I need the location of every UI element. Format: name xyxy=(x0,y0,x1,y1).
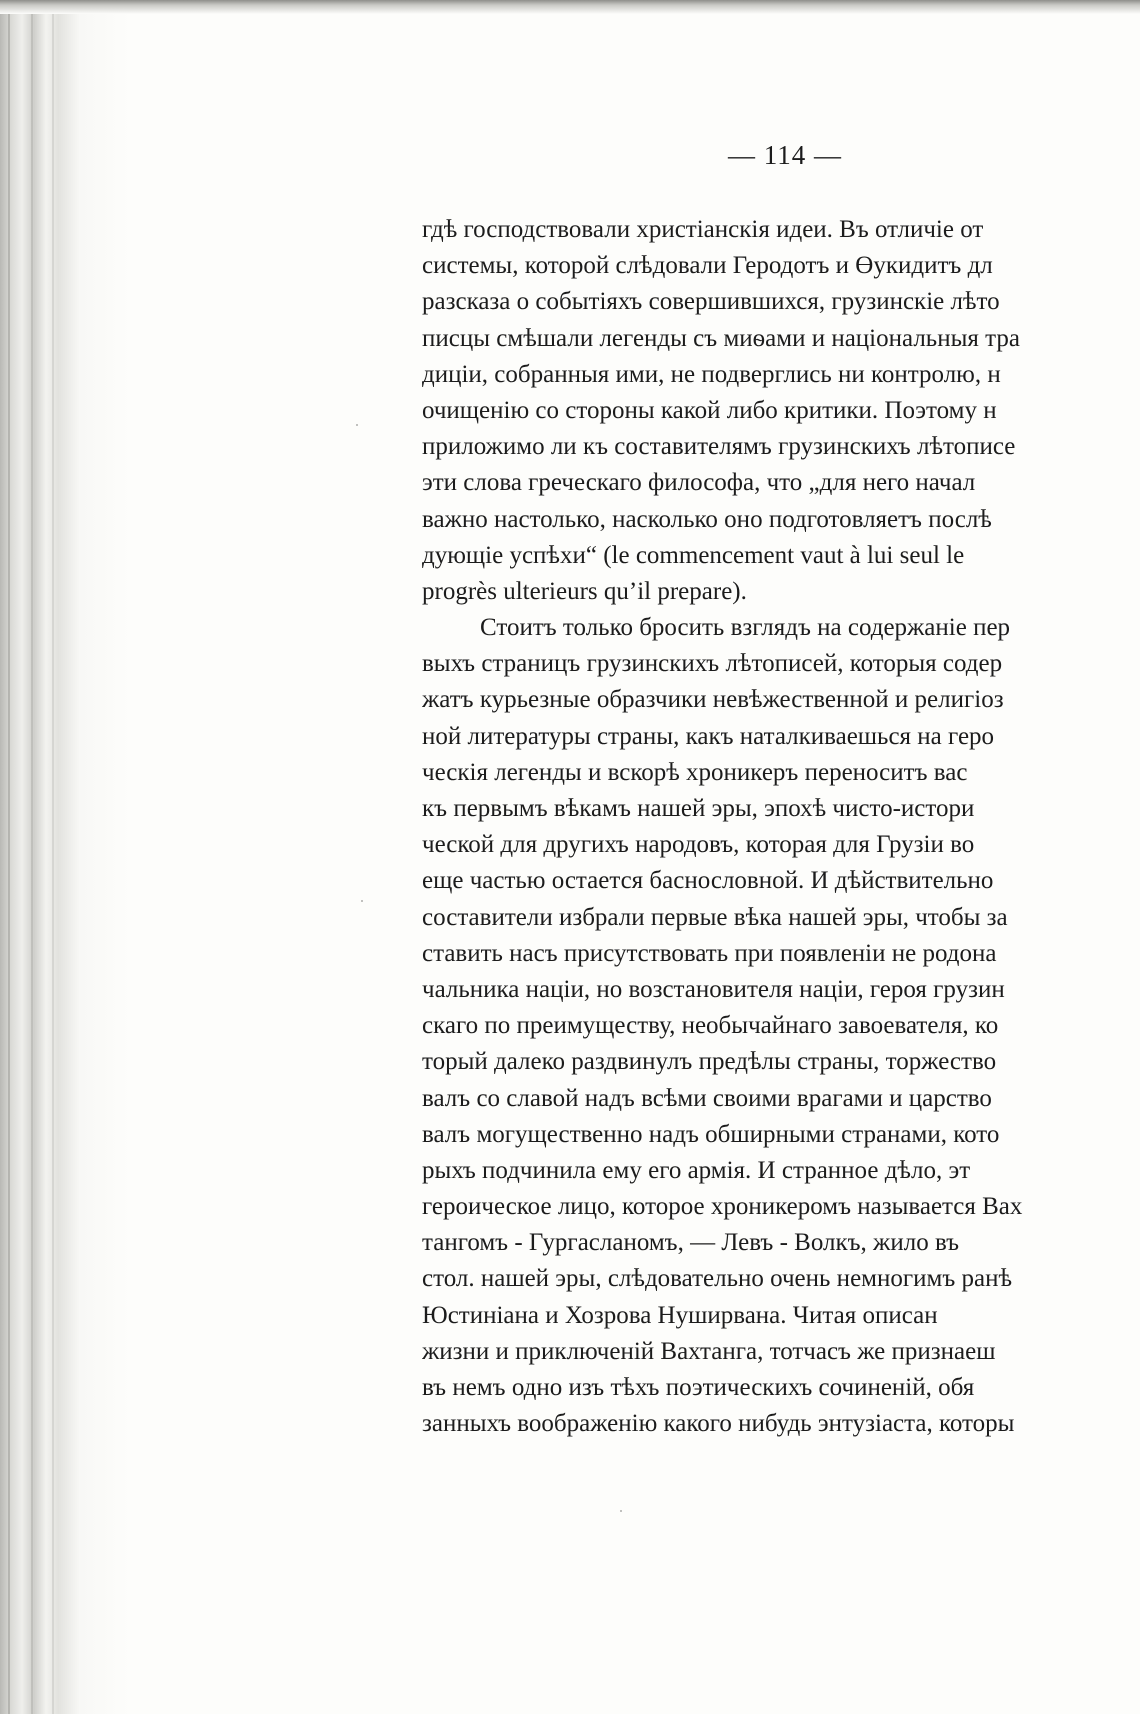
text-line: въ немъ одно изъ тѣхъ поэтическихъ сочиненій, обя xyxy=(422,1374,975,1401)
text-line: ной литературы страны, какъ наталкиваешься на геро xyxy=(422,722,995,750)
text-line: жатъ курьезные образчики невѣжественной и религіоз xyxy=(422,686,1004,714)
text-line: жизни и приключеній Вахтанга, тотчасъ же признаеш xyxy=(422,1337,996,1365)
text-line: еще частью остается баснословной. И дѣйствительно xyxy=(422,867,994,895)
text-line: писцы смѣшали легенды съ миѳами и національныя тра xyxy=(422,324,1020,352)
page-number: — 114 — xyxy=(728,140,842,170)
text-line: системы, которой слѣдовали Геродотъ и Өукидитъ дл xyxy=(422,252,993,280)
paper-speck xyxy=(620,1510,622,1512)
text-line: составители избрали первые вѣка нашей эры, чтобы за xyxy=(422,903,1008,931)
text-line: чальника націи, но возстановителя націи, героя грузин xyxy=(422,975,1005,1003)
binding-line xyxy=(8,0,10,1714)
binding-line xyxy=(31,0,33,1714)
text-line: диціи, собранныя ими, не подверглись ни контролю, н xyxy=(422,360,1001,388)
body-text xyxy=(422,212,1140,1442)
text-line: скаго по преимуществу, необычайнаго завоевателя, ко xyxy=(422,1012,999,1040)
text-line: разсказа о событіяхъ совершившихся, грузинскіе лѣто xyxy=(422,288,1000,316)
text-line: Юстиніана и Хозрова Нуширвана. Читая описан xyxy=(422,1301,938,1329)
text-line: важно настолько, насколько оно подготовляетъ послѣ xyxy=(422,505,992,533)
paragraph-first-line: Стоитъ только бросить взглядъ на содержаніе пер xyxy=(480,614,1011,642)
text-line: валъ со славой надъ всѣми своими врагами и царство xyxy=(422,1084,992,1112)
text-line: приложимо ли къ составителямъ грузинскихъ лѣтописе xyxy=(422,433,1016,461)
text-line: ческія легенды и вскорѣ хроникеръ переноситъ вас xyxy=(422,758,968,786)
text-line: занныхъ воображенію какого нибудь энтузіаста, которы xyxy=(422,1410,1015,1438)
text-line: торый далеко раздвинулъ предѣлы страны, торжество xyxy=(422,1048,997,1076)
text-line: ставить насъ присутствовать при появленіи не родона xyxy=(422,939,997,967)
text-line: гдѣ господствовали христіанскія идеи. Въ отличіе от xyxy=(422,216,984,243)
text-line: къ первымъ вѣкамъ нашей эры, эпохѣ чисто-истори xyxy=(422,795,975,822)
page-top-edge xyxy=(0,0,1140,14)
text-line: героическое лицо, которое хроникеромъ называется Вах xyxy=(422,1193,1023,1221)
binding-line xyxy=(52,0,54,1714)
text-line: очищенію со стороны какой либо критики. Поэтому н xyxy=(422,396,997,424)
text-line: дующіе успѣхи“ (le commencement vaut à lui seul le xyxy=(422,541,965,569)
text-line: эти слова греческаго философа, что „для него начал xyxy=(422,469,976,497)
text-line: валъ могущественно надъ обширными странами, кото xyxy=(422,1120,1000,1148)
text-line: тангомъ - Гургасланомъ, — Левъ - Волкъ, жило въ xyxy=(422,1229,960,1257)
binding-shadow xyxy=(0,0,130,1714)
text-line: стол. нашей эры, слѣдовательно очень немногимъ ранѣ xyxy=(422,1265,1013,1293)
text-line: выхъ страницъ грузинскихъ лѣтописей, которыя содер xyxy=(422,650,1003,678)
text-line: рыхъ подчинила ему его армія. И странное дѣло, эт xyxy=(422,1156,971,1184)
text-line: progrès ulterieurs qu’il prepare). xyxy=(422,577,747,605)
paper-speck xyxy=(356,424,358,426)
text-line: ческой для другихъ народовъ, которая для Грузіи во xyxy=(422,831,975,859)
paper-speck xyxy=(361,900,363,902)
